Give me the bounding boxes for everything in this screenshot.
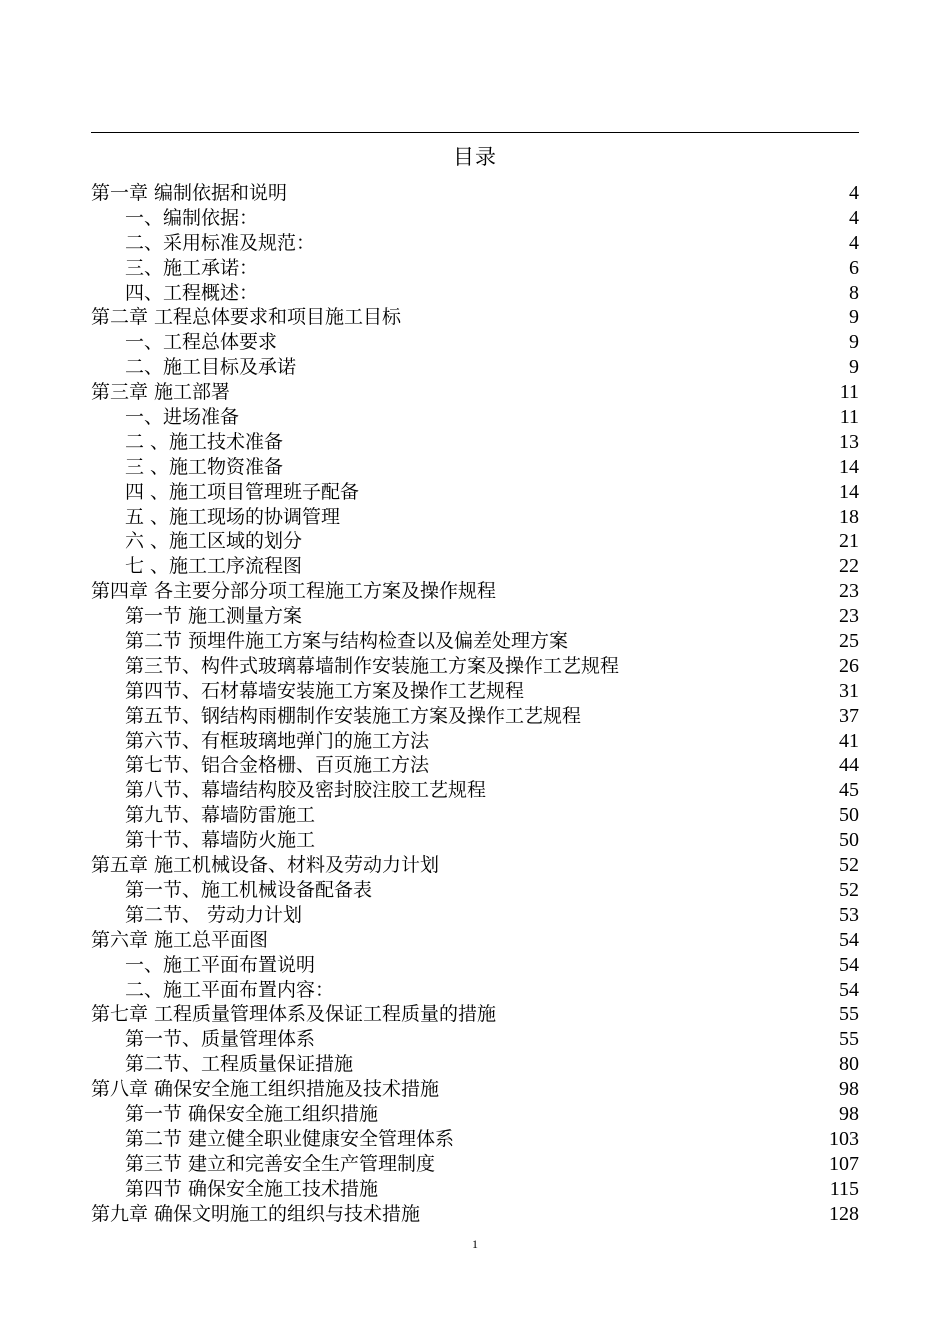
toc-entry-page: 11 <box>839 381 859 404</box>
toc-section-entry[interactable] <box>91 604 859 629</box>
toc-section-entry[interactable] <box>91 679 859 704</box>
toc-section-entry[interactable] <box>91 729 859 754</box>
toc-entry-label: 第三节、构件式玻璃幕墙制作安装施工方案及操作工艺规程 <box>125 654 620 677</box>
toc-entry-page: 21 <box>839 530 859 553</box>
toc-section-entry[interactable] <box>91 480 859 505</box>
toc-entry-page: 11 <box>839 406 859 429</box>
toc-entry-label: 第一节、质量管理体系 <box>125 1028 316 1051</box>
toc-entry-page: 18 <box>839 505 859 528</box>
toc-entry-page: 44 <box>839 754 859 777</box>
toc-entry-label: 一、进场准备 <box>125 406 240 429</box>
toc-entry-label: 第三章 施工部署 <box>91 381 231 404</box>
toc-chapter-entry[interactable] <box>91 1077 859 1102</box>
toc-entry-page: 128 <box>829 1202 859 1225</box>
toc-entry-page: 8 <box>849 281 859 304</box>
toc-section-entry[interactable] <box>91 1177 859 1202</box>
toc-chapter-entry[interactable] <box>91 305 859 330</box>
toc-entry-label: 四 、施工项目管理班子配备 <box>125 480 360 503</box>
toc-entry-page: 45 <box>839 779 859 802</box>
toc-entry-label: 第三节 建立和完善安全生产管理制度 <box>125 1152 436 1175</box>
toc-entry-page: 4 <box>849 231 859 254</box>
toc-section-entry[interactable] <box>91 231 859 256</box>
toc-entry-page: 31 <box>839 679 859 702</box>
toc-entry-page: 52 <box>839 854 859 877</box>
toc-section-entry[interactable] <box>91 206 859 231</box>
toc-entry-label: 三、施工承诺： <box>125 256 259 279</box>
toc-entry-page: 55 <box>839 1003 859 1026</box>
toc-section-entry[interactable] <box>91 878 859 903</box>
toc-entry-label: 第二节、 劳动力计划 <box>125 903 303 926</box>
toc-section-entry[interactable] <box>91 405 859 430</box>
toc-entry-page: 107 <box>829 1152 859 1175</box>
toc-entry-label: 二、施工平面布置内容： <box>125 978 335 1001</box>
toc-section-entry[interactable] <box>91 330 859 355</box>
toc-entry-label: 第二节 预埋件施工方案与结构检查以及偏差处理方案 <box>125 630 569 653</box>
toc-entry-page: 52 <box>839 878 859 901</box>
page-number: 1 <box>472 1237 478 1251</box>
toc-chapter-entry[interactable] <box>91 928 859 953</box>
toc-entry-page: 115 <box>829 1177 859 1200</box>
toc-entry-label: 第二章 工程总体要求和项目施工目标 <box>91 306 402 329</box>
toc-entry-page: 55 <box>839 1028 859 1051</box>
toc-chapter-entry[interactable] <box>91 181 859 206</box>
toc-entry-label: 第一章 编制依据和说明 <box>91 182 288 204</box>
toc-entry-label: 第一节 施工测量方案 <box>125 605 303 628</box>
toc-entry-page: 22 <box>839 555 859 578</box>
toc-entry-page: 14 <box>839 480 859 503</box>
toc-entry-page: 54 <box>839 953 859 976</box>
toc-section-entry[interactable] <box>91 455 859 480</box>
toc-entry-label: 二 、施工技术准备 <box>125 430 284 453</box>
toc-entry-page: 4 <box>849 182 859 204</box>
toc-entry-page: 25 <box>839 630 859 653</box>
toc-section-entry[interactable] <box>91 903 859 928</box>
toc-section-entry[interactable] <box>91 505 859 530</box>
toc-section-entry[interactable] <box>91 953 859 978</box>
toc-section-entry[interactable] <box>91 704 859 729</box>
toc-section-entry[interactable] <box>91 803 859 828</box>
toc-section-entry[interactable] <box>91 629 859 654</box>
toc-entry-page: 54 <box>839 978 859 1001</box>
toc-entry-page: 54 <box>839 928 859 951</box>
toc-entry-label: 四、工程概述： <box>125 281 259 304</box>
toc-chapter-entry[interactable] <box>91 579 859 604</box>
toc-entry-label: 第四节、石材幕墙安装施工方案及操作工艺规程 <box>125 679 525 702</box>
toc-chapter-entry[interactable] <box>91 380 859 405</box>
toc-entry-label: 第六节、有框玻璃地弹门的施工方法 <box>125 729 430 752</box>
toc-chapter-entry[interactable] <box>91 1202 859 1227</box>
toc-entry-label: 三 、施工物资准备 <box>125 455 284 478</box>
toc-section-entry[interactable] <box>91 1127 859 1152</box>
toc-entry-label: 第二节、工程质量保证措施 <box>125 1053 354 1076</box>
toc-section-entry[interactable] <box>91 778 859 803</box>
toc-section-entry[interactable] <box>91 1152 859 1177</box>
toc-chapter-entry[interactable] <box>91 1002 859 1027</box>
toc-entry-page: 14 <box>839 455 859 478</box>
toc-entry-label: 七 、施工工序流程图 <box>125 555 303 578</box>
toc-entry-page: 53 <box>839 903 859 926</box>
toc-entry-label: 一、编制依据： <box>125 206 259 229</box>
toc-chapter-entry[interactable] <box>91 853 859 878</box>
toc-section-entry[interactable] <box>91 1102 859 1127</box>
toc-section-entry[interactable] <box>91 978 859 1003</box>
toc-entry-page: 9 <box>849 356 859 379</box>
toc-section-entry[interactable] <box>91 1052 859 1077</box>
toc-entry-label: 一、工程总体要求 <box>125 331 278 354</box>
toc-section-entry[interactable] <box>91 529 859 554</box>
toc-section-entry[interactable] <box>91 1027 859 1052</box>
toc-section-entry[interactable] <box>91 281 859 306</box>
toc-entry-label: 二、采用标准及规范： <box>125 231 316 254</box>
toc-entry-page: 98 <box>839 1102 859 1125</box>
toc-section-entry[interactable] <box>91 654 859 679</box>
toc-section-entry[interactable] <box>91 256 859 281</box>
toc-entry-label: 六 、施工区域的划分 <box>125 530 303 553</box>
toc-entry-label: 第八节、幕墙结构胶及密封胶注胶工艺规程 <box>125 779 487 802</box>
toc-entry-page: 26 <box>839 654 859 677</box>
toc-entry-page: 80 <box>839 1053 859 1076</box>
toc-entry-page: 9 <box>849 306 859 329</box>
toc-section-entry[interactable] <box>91 430 859 455</box>
toc-entry-label: 第八章 确保安全施工组织措施及技术措施 <box>91 1078 440 1101</box>
toc-entry-label: 第四节 确保安全施工技术措施 <box>125 1177 379 1200</box>
toc-entry-page: 37 <box>839 704 859 727</box>
toc-entry-page: 50 <box>839 804 859 827</box>
toc-entry-page: 13 <box>839 430 859 453</box>
toc-entry-label: 第九章 确保文明施工的组织与技术措施 <box>91 1202 421 1225</box>
toc-entry-page: 9 <box>849 331 859 354</box>
toc-entry-page: 23 <box>839 605 859 628</box>
toc-entry-label: 第九节、幕墙防雷施工 <box>125 804 316 827</box>
toc-entry-label: 二、施工目标及承诺 <box>125 356 297 379</box>
toc-title: 目录 <box>453 145 497 169</box>
toc-entry-page: 4 <box>849 206 859 229</box>
toc-list <box>91 181 859 1226</box>
toc-entry-label: 第七章 工程质量管理体系及保证工程质量的措施 <box>91 1003 497 1026</box>
toc-section-entry[interactable] <box>91 554 859 579</box>
toc-entry-label: 第一节、施工机械设备配备表 <box>125 878 373 901</box>
toc-entry-page: 98 <box>839 1078 859 1101</box>
toc-entry-label: 第七节、铝合金格栅、百页施工方法 <box>125 754 430 777</box>
toc-entry-label: 第一节 确保安全施工组织措施 <box>125 1102 379 1125</box>
toc-entry-label: 一、施工平面布置说明 <box>125 953 316 976</box>
toc-entry-page: 6 <box>849 256 859 279</box>
toc-entry-page: 103 <box>829 1127 859 1150</box>
toc-section-entry[interactable] <box>91 355 859 380</box>
toc-entry-page: 23 <box>839 580 859 603</box>
toc-entry-label: 五 、施工现场的协调管理 <box>125 505 341 528</box>
toc-entry-page: 41 <box>839 729 859 752</box>
toc-entry-label: 第五节、钢结构雨棚制作安装施工方案及操作工艺规程 <box>125 704 582 727</box>
toc-section-entry[interactable] <box>91 828 859 853</box>
toc-entry-label: 第六章 施工总平面图 <box>91 928 269 951</box>
toc-entry-page: 50 <box>839 829 859 852</box>
header-rule <box>91 132 859 133</box>
toc-entry-label: 第五章 施工机械设备、材料及劳动力计划 <box>91 854 440 877</box>
toc-section-entry[interactable] <box>91 753 859 778</box>
toc-entry-label: 第十节、幕墙防火施工 <box>125 829 316 852</box>
toc-entry-label: 第四章 各主要分部分项工程施工方案及操作规程 <box>91 580 497 603</box>
toc-entry-label: 第二节 建立健全职业健康安全管理体系 <box>125 1127 455 1150</box>
